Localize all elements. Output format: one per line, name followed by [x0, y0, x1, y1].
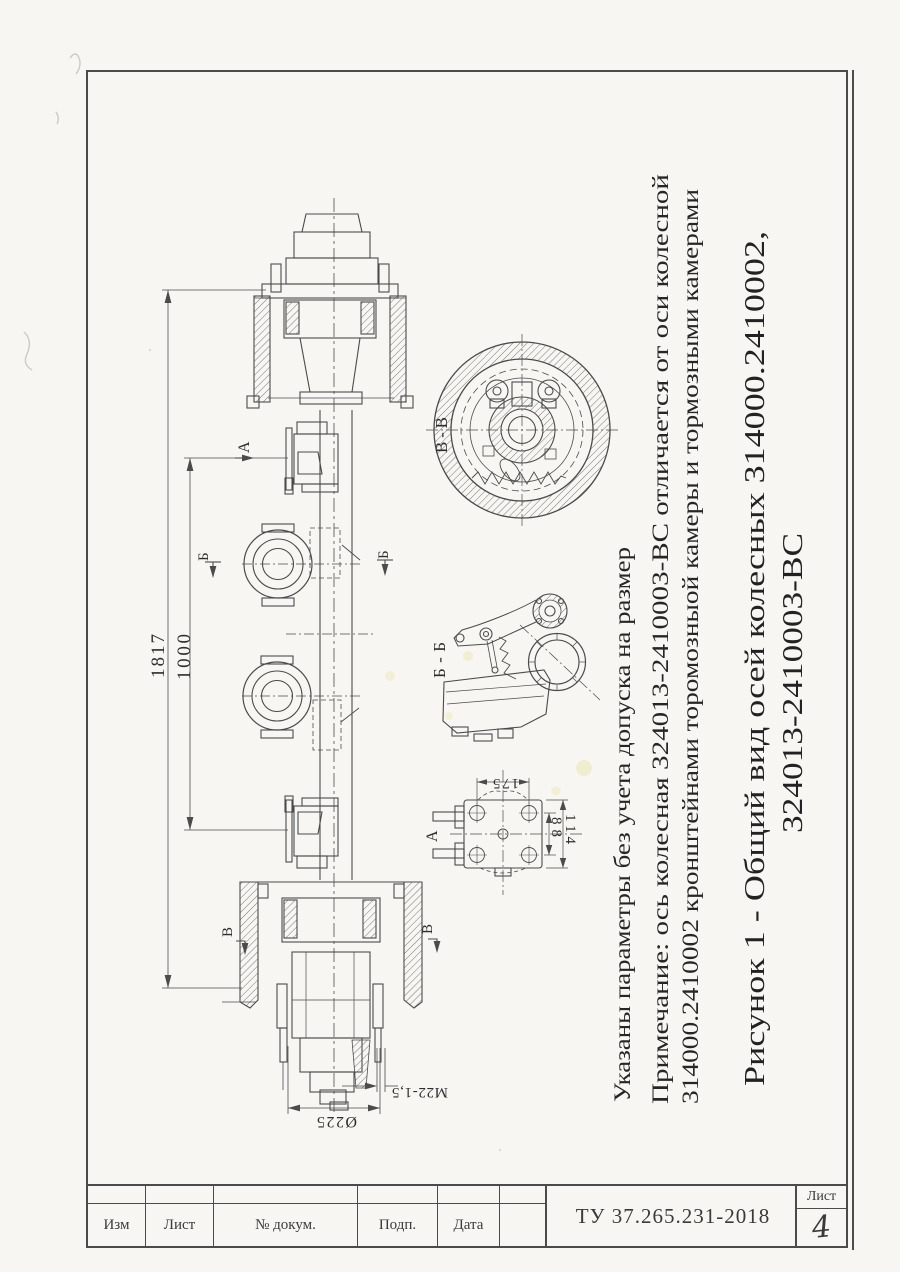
column-podp: Подп.	[358, 1204, 438, 1246]
sheet-label: Лист	[797, 1186, 846, 1209]
revision-header-row	[88, 1204, 545, 1246]
main-axle-view	[222, 198, 422, 1115]
notes-text	[610, 174, 703, 1104]
dim-88-text: 88	[548, 817, 564, 837]
bottom-hub	[222, 882, 422, 1110]
revision-empty-row	[88, 1186, 545, 1204]
title-block-revision-table	[88, 1186, 547, 1246]
column-dokum: № докум.	[214, 1204, 358, 1246]
lower-spring-bracket	[285, 796, 338, 868]
flange-circle-2	[242, 656, 360, 750]
figure-caption	[740, 231, 809, 1086]
dim-1817-text: 1817	[148, 634, 169, 678]
section-marker-v-right	[420, 924, 440, 953]
dim-175-text: 175	[493, 775, 519, 791]
caption-line-2: 324013-2410003-ВС	[778, 595, 809, 833]
section-view-vv	[426, 334, 618, 528]
axle-beam	[286, 410, 374, 880]
svg-text:В: В	[220, 926, 236, 937]
view-marker-a	[235, 441, 254, 461]
title-block	[86, 1184, 848, 1248]
section-marker-b-left	[196, 552, 221, 578]
note-line-3: 314000.2410002 кронштейнами торомозныой камеры и тормозными камерами	[678, 335, 703, 1104]
top-hub	[247, 214, 413, 408]
section-view-bb	[430, 594, 600, 741]
note-line-1: Указаны параметры без учета допуска на размер	[610, 626, 635, 1102]
caption-line-1: Рисунок 1 - Общий вид осей колесных 314000.2410002,	[740, 422, 771, 1086]
section-bb-label: Б-Б	[430, 642, 449, 678]
svg-text:А: А	[236, 441, 253, 453]
svg-text:Б: Б	[196, 552, 212, 561]
dimension-1000	[174, 458, 288, 830]
column-izm: Изм	[88, 1204, 146, 1246]
section-marker-b-right	[376, 550, 393, 576]
note-line-2: Примечание: ось колесная 324013-2410003-ВС отличается от оси колесной	[648, 367, 673, 1104]
dim-1000-text: 1000	[174, 634, 195, 680]
document-code: ТУ 37.265.231-2018	[575, 1203, 771, 1228]
dim-m22-text: M22-1,5	[392, 1084, 448, 1100]
dim-114-text: 114	[562, 814, 578, 844]
svg-text:В: В	[420, 923, 436, 934]
column-data: Дата	[438, 1204, 500, 1246]
column-list: Лист	[146, 1204, 214, 1246]
svg-text:Б: Б	[376, 550, 392, 559]
upper-spring-bracket	[285, 422, 338, 494]
view-a-label: А	[424, 830, 441, 842]
sheet-box	[795, 1186, 846, 1246]
dim-d225-text: Ø225	[317, 1113, 357, 1130]
view-a	[424, 770, 585, 895]
section-vv-label: В-В	[432, 417, 451, 453]
flange-circle-1	[242, 524, 360, 606]
sheet-number: 4	[810, 1209, 833, 1246]
pencil-marks	[24, 54, 80, 370]
